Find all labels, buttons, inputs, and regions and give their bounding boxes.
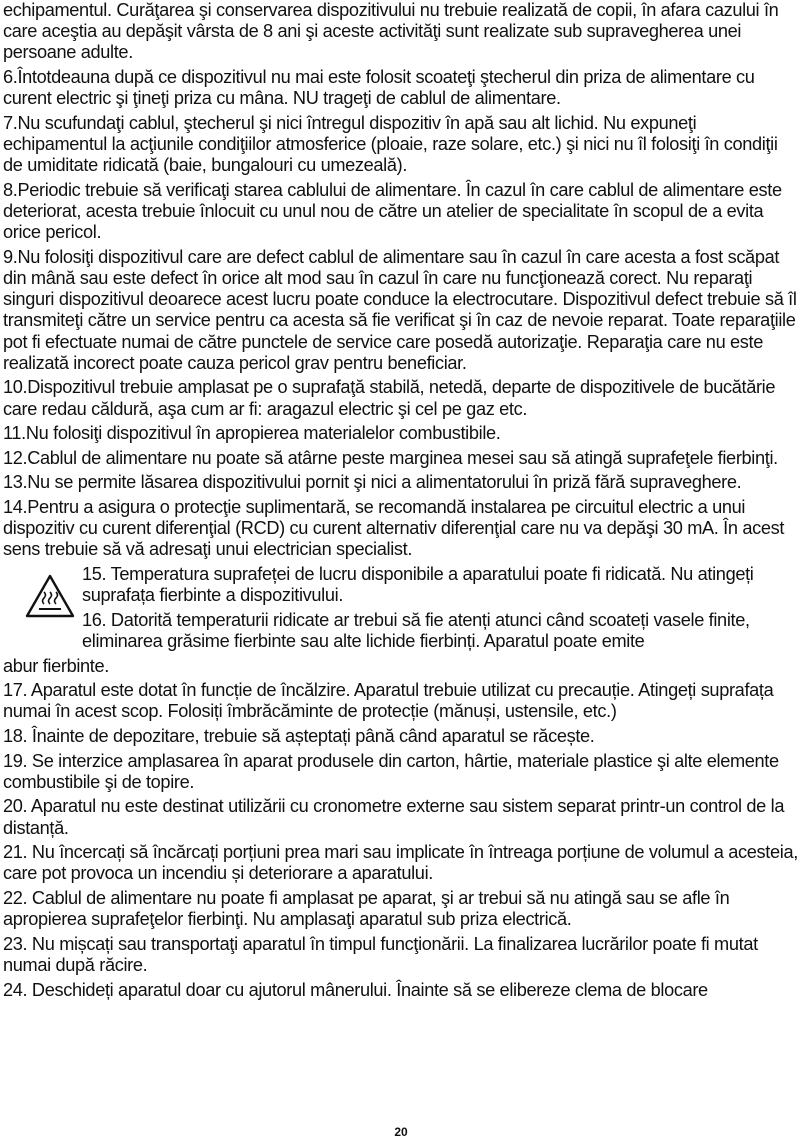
safety-item-22: 22. Cablul de alimentare nu poate fi amplasat pe aparat, şi ar trebui să nu atingă sau se afle în apropierea suprafeţelor fierbinţi. Nu amplasaţi aparatul sub priza electrică. (3, 887, 730, 930)
safety-item-23: 23. Nu mișcați sau transportaţi aparatul în timpul funcţionării. La finalizarea lucrărilor poate fi mutat numai după răcire. (3, 933, 758, 975)
safety-item-16-tail: abur fierbinte. (3, 655, 109, 676)
hot-surface-warning-block (3, 564, 800, 652)
safety-item-17: 17. Aparatul este dotat în funcție de încălzire. Aparatul trebuie utilizat cu precauție. Atingeți suprafața numai în acest scop. Folosiți îmbrăcăminte de protecție (mănuși, ustensile, etc.) (3, 680, 774, 722)
safety-item-14: 14.Pentru a asigura o protecţie suplimentară, se recomandă instalarea pe circuitul electric a unui dispozitiv cu curent diferenţial (RCD) cu curent alternativ diferenţial care nu va depăşi 30 mA. În acest sens trebuie să vă adresaţi unui electrician specialist. (3, 496, 785, 560)
safety-item-15: 15. Temperatura suprafeței de lucru disponibile a aparatului poate fi ridicată. Nu atingeți suprafața fierbinte a dispozitivului. (82, 563, 754, 606)
page-number: 20 (394, 1125, 408, 1139)
safety-item-13: 13.Nu se permite lăsarea dispozitivului pornit şi nici a alimentatorului în priză fără supraveghere. (3, 472, 742, 493)
safety-item-7: 7.Nu scufundaţi cablul, ştecherul şi nici întregul dispozitiv în apă sau alt lichid. Nu expuneţi echipamentul la acţiunile condiţiilor atmosferice (ploaie, raze solare, etc.) şi nici nu îl folosiţi în condiţii de umiditate ridicată (baie, bungalouri cu umezeală). (3, 112, 778, 176)
intro-paragraph: echipamentul. Curăţarea şi conservarea dispozitivului nu trebuie realizată de copii, în afara cazului în care aceştia au depăşit vârsta de 8 ani şi aceste activităţi sunt realizate sub supravegherea unei persoane adulte. (3, 0, 779, 63)
text-column (3, 0, 800, 1004)
safety-item-18: 18. Înainte de depozitare, trebuie să așteptați până când aparatul se răcește. (3, 725, 595, 746)
safety-item-9: 9.Nu folosiţi dispozitivul care are defect cablul de alimentare sau în cazul în care acesta a fost scăpat din mână sau este defect în orice alt mod sau în cazul în care nu funcţionează corect. Nu reparaţi singuri dispozitivul deoarece acest lucru poate conduce la electrocutare. Dispozitivul defect trebuie să îl transmiteţi către un service pentru ca acesta să fie verificat şi în caz de nevoie reparat. Toate reparaţiile pot fi efectuate numai de către punctele de service care posedă autorizaţie. Reparaţia care nu este realizată incorect poate cauza pericol grav pentru beneficiar. (3, 246, 797, 373)
warning-text (82, 564, 800, 652)
safety-item-6: 6.Întotdeauna după ce dispozitivul nu mai este folosit scoateţi ştecherul din priza de alimentare cu curent electric şi ţineţi priza cu mâna. NU trageţi de cablul de alimentare. (3, 67, 755, 109)
safety-item-11: 11.Nu folosiţi dispozitivul în apropierea materialelor combustibile. (3, 423, 501, 444)
safety-item-24: 24. Deschideți aparatul doar cu ajutorul mânerului. Înainte să se elibereze clema de blocare (3, 979, 708, 1000)
safety-item-20: 20. Aparatul nu este destinat utilizării cu cronometre externe sau sistem separat printr-un control de la distanță. (3, 796, 785, 838)
safety-item-21: 21. Nu încercați să încărcați porțiuni prea mari sau implicate în întreaga porțiune de volumul a acesteia, care pot provoca un incendiu și deteriorare a aparatului. (3, 842, 798, 884)
safety-item-16: 16. Datorită temperaturii ridicate ar trebui să fie atenți atunci când scoateți vasele finite, eliminarea grăsime fierbinte sau alte lichide fierbinți. Aparatul poate emite (82, 609, 750, 651)
safety-item-10: 10.Dispozitivul trebuie amplasat pe o suprafaţă stabilă, netedă, departe de dispozitivele de bucătărie care redau căldură, aşa cum ar fi: aragazul electric şi cel pe gaz etc. (3, 377, 776, 419)
safety-item-12: 12.Cablul de alimentare nu poate să atârne peste marginea mesei sau să atingă suprafeţele fierbinţi. (3, 447, 778, 468)
safety-item-8: 8.Periodic trebuie să verificaţi starea cablului de alimentare. În cazul în care cablul de alimentare este deteriorat, acesta trebuie înlocuit cu unul nou de către un atelier de specialitate în scopul de a evita orice pericol. (3, 179, 782, 243)
safety-item-19: 19. Se interzice amplasarea în aparat produsele din carton, hârtie, materiale plastice şi alte elemente combustibile şi de topire. (3, 750, 779, 792)
hot-surface-warning-icon (25, 574, 75, 618)
